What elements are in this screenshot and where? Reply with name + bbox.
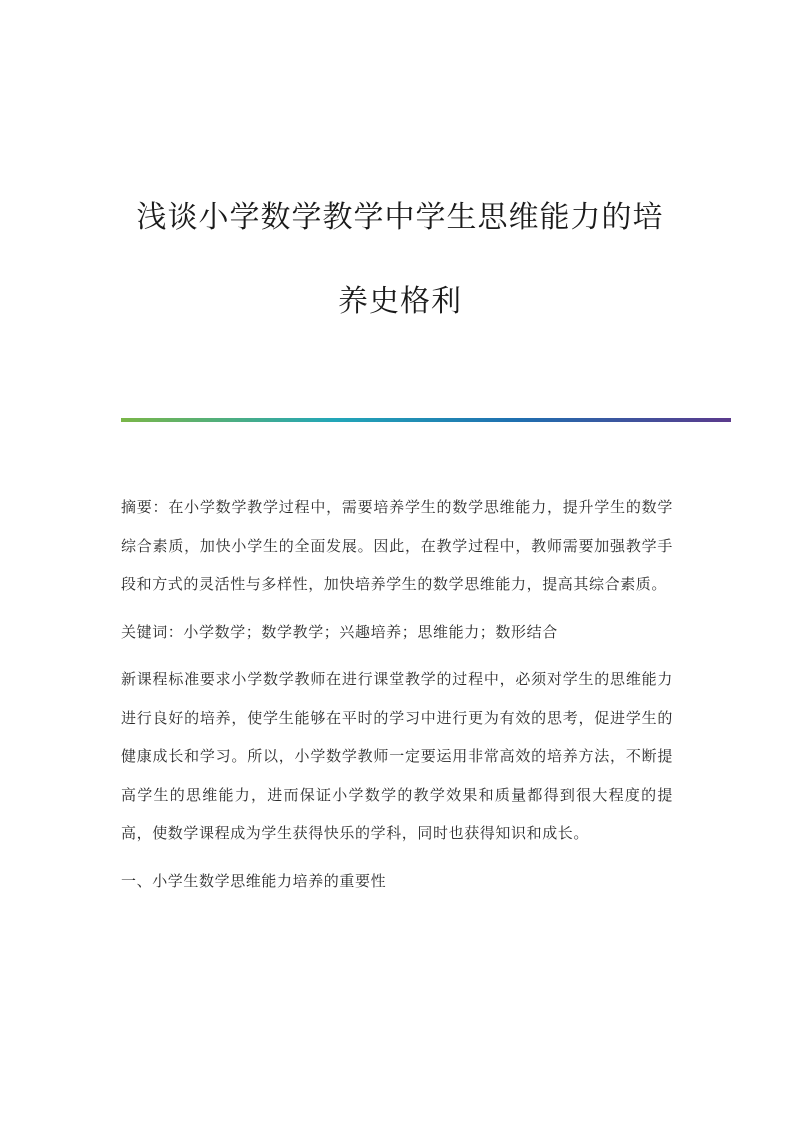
body-paragraph: 新课程标准要求小学数学教师在进行课堂教学的过程中，必须对学生的思维能力进行良好的培养，使学生能够在平时的学习中进行更为有效的思考，促进学生的健康成长和学习。所以，小学数学教师一定要运用非常高效的培养方法，不断提高学生的思维能力，进而保证小学数学的教学效果和质量都得到很大程度的提高，使数学课程成为学生获得快乐的学科，同时也获得知识和成长。 bbox=[121, 670, 673, 842]
abstract-paragraph bbox=[121, 488, 673, 604]
title-divider bbox=[121, 418, 731, 422]
keywords-label: 关键词： bbox=[121, 622, 184, 641]
abstract-text: 在小学数学教学过程中，需要培养学生的数学思维能力，提升学生的数学综合素质，加快小学生的全面发展。因此，在教学过程中，教师需要加强教学手段和方式的灵活性与多样性，加快培养学生的数学思维能力，提高其综合素质。 bbox=[121, 498, 674, 593]
document-title-line-1: 浅谈小学数学教学中学生思维能力的培 bbox=[136, 200, 664, 235]
section-heading: 一、小学生数学思维能力培养的重要性 bbox=[121, 871, 387, 890]
document-title-line-2: 养史格利 bbox=[338, 284, 462, 319]
keywords-text: 小学数学；数学教学；兴趣培养；思维能力；数形结合 bbox=[183, 622, 558, 641]
keywords-paragraph bbox=[121, 613, 673, 652]
document-body bbox=[121, 488, 673, 909]
abstract-label: 摘要： bbox=[121, 498, 169, 516]
